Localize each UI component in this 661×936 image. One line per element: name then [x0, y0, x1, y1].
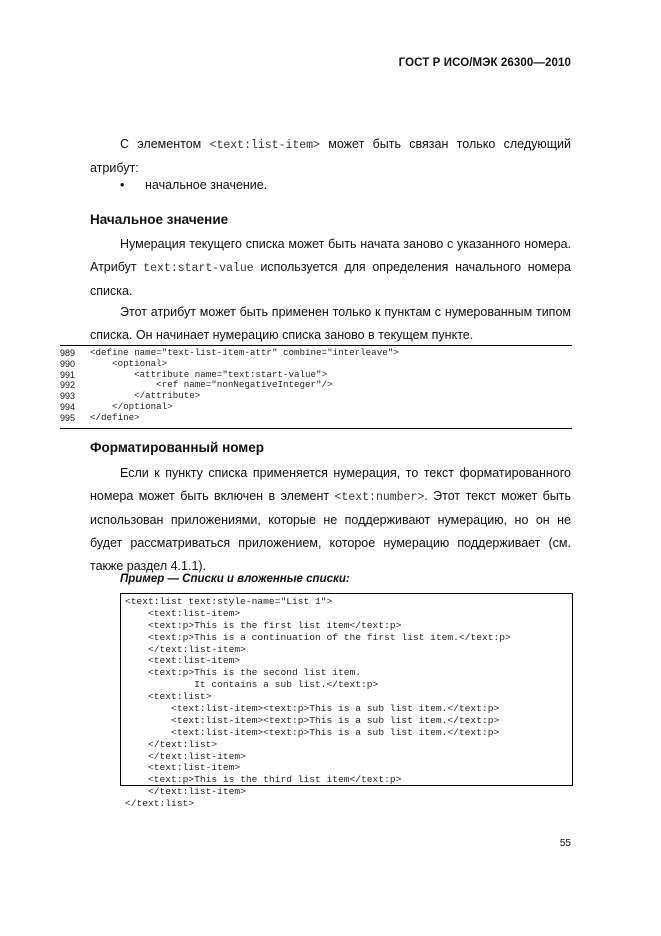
- p1-code: text:start-value: [143, 262, 254, 275]
- intro-text-before: С элементом: [120, 137, 210, 151]
- line-code: <define name="text-list-item-attr" combine="interleave">: [90, 347, 399, 358]
- line-code: </attribute>: [90, 390, 201, 402]
- example-code-line: <text:p>This is the third list item</text:p>: [125, 774, 402, 786]
- line-number: 991: [60, 369, 76, 380]
- example-code-line: <text:p>This is a continuation of the first list item.</text:p>: [125, 631, 511, 643]
- listing-rows: [60, 346, 572, 424]
- example-code-line: <text:list-item>: [125, 655, 241, 667]
- example-code-line: <text:list-item><text:p>This is a sub list item.</text:p>: [125, 703, 500, 715]
- line-number: 989: [60, 348, 76, 358]
- example-code-line: </text:list-item>: [125, 786, 246, 798]
- standard-header: ГОСТ Р ИСО/МЭК 26300—2010: [398, 57, 571, 69]
- example-code-box: [120, 593, 573, 810]
- example-code-line: <text:list-item>: [125, 607, 241, 619]
- p1-text-after: используется для определения начального номера списка.: [90, 260, 571, 298]
- line-code: <attribute name="text:start-value">: [90, 368, 328, 380]
- example-code-line: </text:list>: [125, 738, 218, 750]
- fn-code: <text:number>: [334, 491, 425, 504]
- start-value-paragraph-2: Этот атрибут может быть применен только к пунктам с нумерованным типом списка. Он начинает нумерацию списка заново в текущем пункте.: [90, 305, 571, 342]
- line-number: 994: [60, 401, 76, 412]
- start-value-paragraph-1: [90, 233, 571, 303]
- line-number: 993: [60, 391, 76, 402]
- example-lines: [125, 596, 572, 810]
- example-code-line: </text:list-item>: [125, 750, 246, 762]
- schema-listing: [60, 345, 572, 429]
- line-code: <optional>: [90, 357, 168, 369]
- fn-text-before: Если к пункту списка применяется нумерация, то текст форматированного номера может быть включен в элемент: [90, 466, 571, 503]
- example-code-line: <text:p>This is the first list item</text:p>: [125, 619, 402, 631]
- line-number: 992: [60, 380, 76, 391]
- bullet-text: начальное значение.: [145, 178, 268, 192]
- intro-code: <text:list-item>: [209, 139, 320, 152]
- example-code-line: <text:p>This is the second list item.: [125, 667, 362, 679]
- line-number: 990: [60, 358, 76, 369]
- example-code-line: <text:list-item><text:p>This is a sub list item.</text:p>: [125, 726, 500, 738]
- p1-text-before: Нумерация текущего списка может быть начата заново с указанного номера. Атрибут: [90, 237, 571, 274]
- page-number: 55: [559, 838, 571, 849]
- example-code-line: <text:list>: [125, 691, 212, 703]
- example-code-line: <text:list-item><text:p>This is a sub list item.</text:p>: [125, 714, 500, 726]
- line-number: 995: [60, 412, 76, 423]
- listing-line: [60, 359, 572, 370]
- listing-line: [60, 413, 572, 424]
- section-heading-formatted-number: Форматированный номер: [90, 440, 265, 455]
- intro-text-after: может быть связан только следующий атрибут:: [90, 137, 572, 175]
- bullet-marker: •: [120, 178, 125, 192]
- line-code: </optional>: [90, 400, 173, 412]
- fn-text-after: . Этот текст может быть использован приложениями, которые не поддерживают нумерацию, но он не будет рассматриваться приложением, которое нумерацию поддерживает (см. также раздел 4.1.1).: [90, 489, 571, 573]
- example-label: Пример — Списки и вложенные списки:: [120, 573, 350, 585]
- line-code: </define>: [90, 411, 140, 423]
- intro-paragraph: [90, 133, 571, 180]
- example-code-line: It contains a sub list.</text:p>: [125, 679, 379, 691]
- example-code-line: </text:list-item>: [125, 643, 246, 655]
- example-code-line: <text:list text:style-name="List 1">: [125, 596, 333, 607]
- example-code-line: <text:list-item>: [125, 762, 241, 774]
- formatted-number-paragraph: [90, 462, 571, 578]
- example-code-line: </text:list>: [125, 798, 195, 810]
- line-code: <ref name="nonNegativeInteger"/>: [90, 379, 333, 391]
- section-heading-start-value: Начальное значение: [90, 212, 229, 227]
